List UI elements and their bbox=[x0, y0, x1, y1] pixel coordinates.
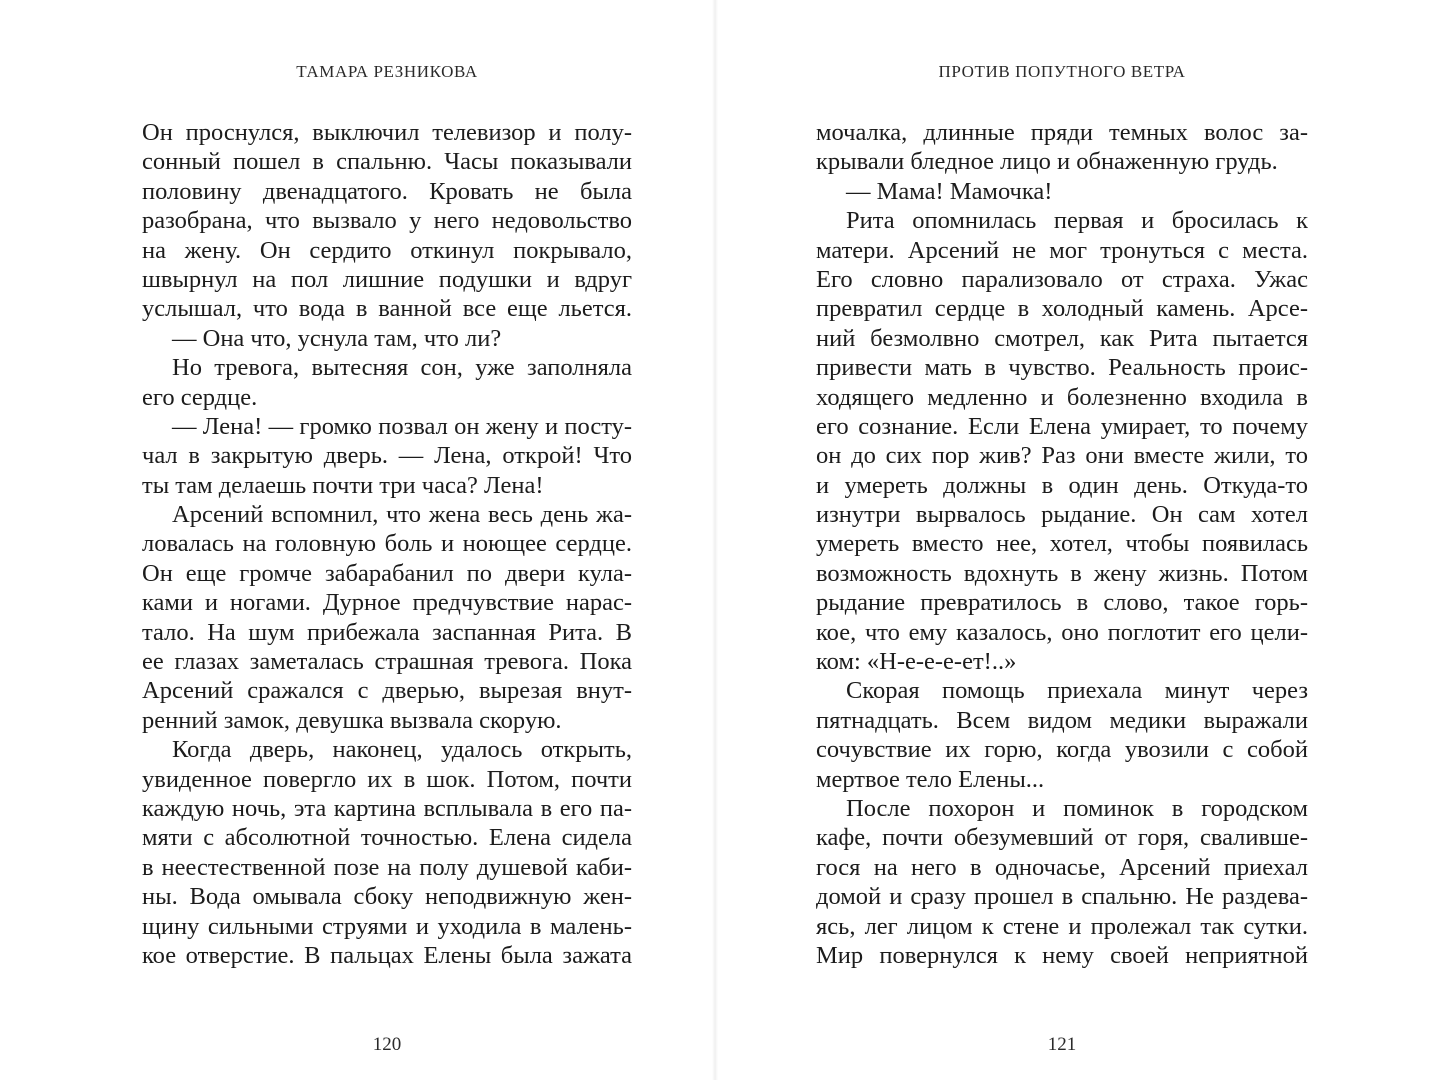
page-number-left: 120 bbox=[372, 1034, 402, 1055]
text-line: тало. На шум прибежала заспанная Рита. В bbox=[142, 618, 632, 646]
text-line: ты там делаешь почти три часа? Лена! bbox=[142, 471, 544, 499]
text-line: изнутри вырвалось рыдание. Он сам хотел bbox=[816, 501, 1308, 529]
text-line: ком: «Н-е-е-е-ет!..» bbox=[816, 648, 1017, 676]
text-line: Он проснулся, выключил телевизор и полу- bbox=[142, 119, 632, 146]
text-line: кое отверстие. В пальцах Елены была зажата bbox=[142, 941, 632, 969]
page-number-right: 121 bbox=[1047, 1034, 1077, 1055]
text-line: увиденное повергло их в шок. Потом, почти bbox=[142, 765, 632, 793]
text-line: ловалась на головную боль и ноющее сердце. bbox=[142, 530, 632, 558]
text-line: сочувствие их горю, когда увозили с собой bbox=[816, 736, 1308, 764]
text-line: Мир повернулся к нему своей неприятной bbox=[816, 941, 1308, 969]
text-line: — Она что, уснула там, что ли? bbox=[172, 324, 502, 352]
text-line: чал в закрытую дверь. — Лена, открой! Что bbox=[142, 442, 632, 470]
text-line: в неестественной позе на полу душевой каби- bbox=[142, 853, 632, 881]
text-line: кое, что ему казалось, оно поглотит его цели- bbox=[816, 618, 1308, 646]
text-line: на жену. Он сердито откинул покрывало, bbox=[142, 236, 632, 264]
text-line: пятнадцать. Всем видом медики выражали bbox=[816, 706, 1308, 734]
text-line: возможность вдохнуть в жену жизнь. Потом bbox=[816, 559, 1308, 587]
text-line: умереть вместо нее, хотел, чтобы появилась bbox=[816, 530, 1308, 558]
text-line: Рита опомнилась первая и бросилась к bbox=[846, 207, 1308, 235]
text-line: Арсений вспомнил, что жена весь день жа- bbox=[172, 501, 632, 529]
right-page bbox=[816, 0, 1308, 1080]
text-line: рыдание превратилось в слово, такое горь- bbox=[816, 589, 1308, 617]
text-line: швырнул на пол лишние подушки и вдруг bbox=[142, 265, 632, 293]
left-page bbox=[142, 0, 632, 1080]
running-head-author: ТАМАРА РЕЗНИКОВА bbox=[296, 62, 478, 81]
text-line: ее глазах заметалась страшная тревога. Пока bbox=[142, 648, 632, 676]
text-line: его сердце. bbox=[142, 383, 258, 411]
left-text-block bbox=[142, 118, 632, 970]
text-line: матери. Арсений не мог тронуться с места. bbox=[816, 236, 1308, 264]
text-line: ками и ногами. Дурное предчувствие нарас- bbox=[142, 589, 632, 617]
book-gutter bbox=[712, 0, 718, 1080]
text-line: ны. Вода омывала сбоку неподвижную жен- bbox=[142, 883, 632, 911]
text-line: и умереть должны в один день. Откуда-то bbox=[816, 471, 1308, 499]
text-line: привести мать в чувство. Реальность проис- bbox=[816, 354, 1308, 382]
text-line: услышал, что вода в ванной все еще льется. bbox=[142, 295, 632, 323]
text-line: крывали бледное лицо и обнаженную грудь. bbox=[816, 148, 1278, 176]
text-line: кафе, почти обезумевший от горя, свалившe- bbox=[816, 824, 1308, 852]
text-line: разобрана, что вызвало у него недовольство bbox=[142, 207, 632, 235]
text-line: домой и сразу прошел в спальню. Не раздева- bbox=[816, 883, 1308, 911]
text-line: превратил сердце в холодный камень. Арсе- bbox=[816, 295, 1308, 323]
text-line: его сознание. Если Елена умирает, то почему bbox=[816, 412, 1308, 440]
right-text-block bbox=[816, 118, 1308, 970]
text-line: ясь, лег лицом к стене и пролежал так сутки. bbox=[816, 912, 1308, 940]
running-head-title: ПРОТИВ ПОПУТНОГО ВЕТРА bbox=[938, 62, 1186, 81]
text-line: ний безмолвно смотрел, как Рита пытается bbox=[816, 324, 1308, 352]
text-line: гося на него в одночасье, Арсений приехал bbox=[816, 853, 1308, 881]
text-line: ходящего медленно и болезненно входила в bbox=[816, 383, 1308, 411]
text-line: мочалка, длинные пряди темных волос за- bbox=[816, 119, 1308, 146]
text-line: Скорая помощь приехала минут через bbox=[846, 677, 1308, 705]
text-line: Его словно парализовало от страха. Ужас bbox=[816, 265, 1308, 293]
text-line: мертвое тело Елены... bbox=[816, 765, 1045, 793]
text-line: он до сих пор жив? Раз они вместе жили, то bbox=[816, 442, 1308, 470]
text-line: — Лена! — громко позвал он жену и посту- bbox=[172, 412, 632, 440]
text-line: Он еще громче забарабанил по двери кула- bbox=[142, 559, 632, 587]
text-line: — Мама! Мамочка! bbox=[846, 177, 1053, 205]
text-line: щину сильными струями и уходила в малень- bbox=[142, 912, 632, 940]
text-line: Но тревога, вытесняя сон, уже заполняла bbox=[172, 354, 632, 382]
text-line: ренний замок, девушка вызвала скорую. bbox=[142, 706, 562, 734]
text-line: каждую ночь, эта картина всплывала в его па- bbox=[142, 794, 632, 822]
text-line: Арсений сражался с дверью, вырезая внут- bbox=[142, 677, 632, 705]
text-line: половину двенадцатого. Кровать не была bbox=[142, 177, 632, 205]
text-line: мяти с абсолютной точностью. Елена сидела bbox=[142, 824, 632, 852]
text-line: сонный пошел в спальню. Часы показывали bbox=[142, 148, 632, 176]
text-line: Когда дверь, наконец, удалось открыть, bbox=[172, 736, 632, 764]
text-line: После похорон и поминок в городском bbox=[846, 794, 1308, 822]
